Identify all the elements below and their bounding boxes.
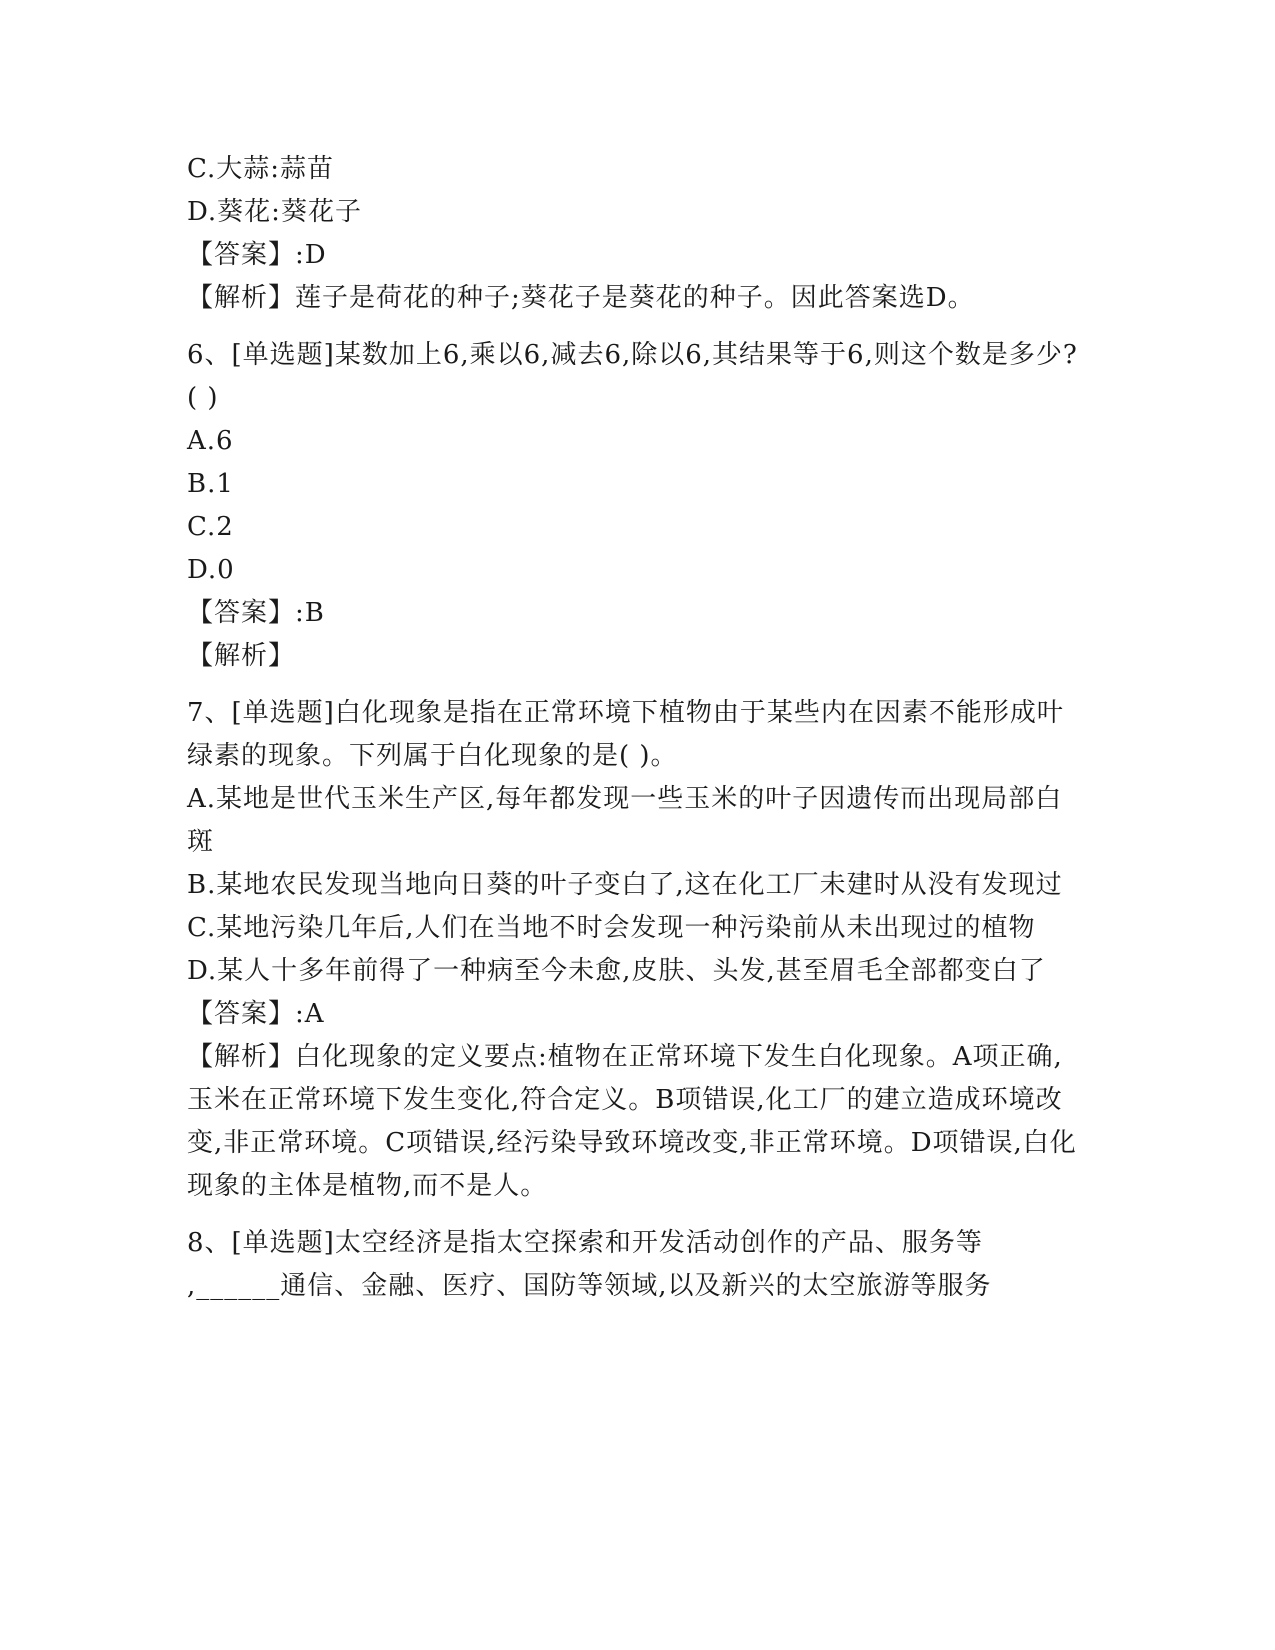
q6-option-b: B.1 xyxy=(187,469,234,499)
q6-option-a: A.6 xyxy=(187,426,234,456)
q6-analysis: 【解析】 xyxy=(187,641,296,671)
spacer xyxy=(187,1208,1087,1222)
q7-option-c: C.某地污染几年后,人们在当地不时会发现一种污染前从未出现过的植物 xyxy=(187,913,1036,943)
document-content xyxy=(187,148,1087,1308)
q7-analysis: 【解析】白化现象的定义要点:植物在正常环境下发生白化现象。A项正确,玉米在正常环境下发生变化,符合定义。B项错误,化工厂的建立造成环境改变,非正常环境。C项错误,经污染导致环境改变,非正常环境。D项错误,白化现象的主体是植物,而不是人。 xyxy=(187,1042,1077,1201)
q8-stem-line2: ,______通信、金融、医疗、国防等领域,以及新兴的太空旅游等服务 xyxy=(187,1271,992,1301)
q7-option-a: A.某地是世代玉米生产区,每年都发现一些玉米的叶子因遗传而出现局部白斑 xyxy=(187,784,1063,857)
q6-stem: 6、[单选题]某数加上6,乘以6,减去6,除以6,其结果等于6,则这个数是多少?( ) xyxy=(187,340,1078,413)
q7-stem: 7、[单选题]白化现象是指在正常环境下植物由于某些内在因素不能形成叶绿素的现象。下列属于白化现象的是( )。 xyxy=(187,698,1064,771)
q6-answer: 【答案】:B xyxy=(187,598,325,628)
q5-option-c: C.大蒜:蒜苗 xyxy=(187,154,334,184)
q8-stem-line1: 8、[单选题]太空经济是指太空探索和开发活动创作的产品、服务等 xyxy=(187,1228,983,1258)
q6-option-c: C.2 xyxy=(187,512,234,542)
q5-answer: 【答案】:D xyxy=(187,240,327,270)
q7-answer: 【答案】:A xyxy=(187,999,325,1029)
spacer xyxy=(187,678,1087,692)
q7-option-d: D.某人十多年前得了一种病至今未愈,皮肤、头发,甚至眉毛全部都变白了 xyxy=(187,956,1046,986)
q5-option-d: D.葵花:葵花子 xyxy=(187,197,362,227)
q6-option-d: D.0 xyxy=(187,555,235,585)
q5-analysis: 【解析】莲子是荷花的种子;葵花子是葵花的种子。因此答案选D。 xyxy=(187,283,975,313)
spacer xyxy=(187,320,1087,334)
q7-option-b: B.某地农民发现当地向日葵的叶子变白了,这在化工厂未建时从没有发现过 xyxy=(187,870,1063,900)
